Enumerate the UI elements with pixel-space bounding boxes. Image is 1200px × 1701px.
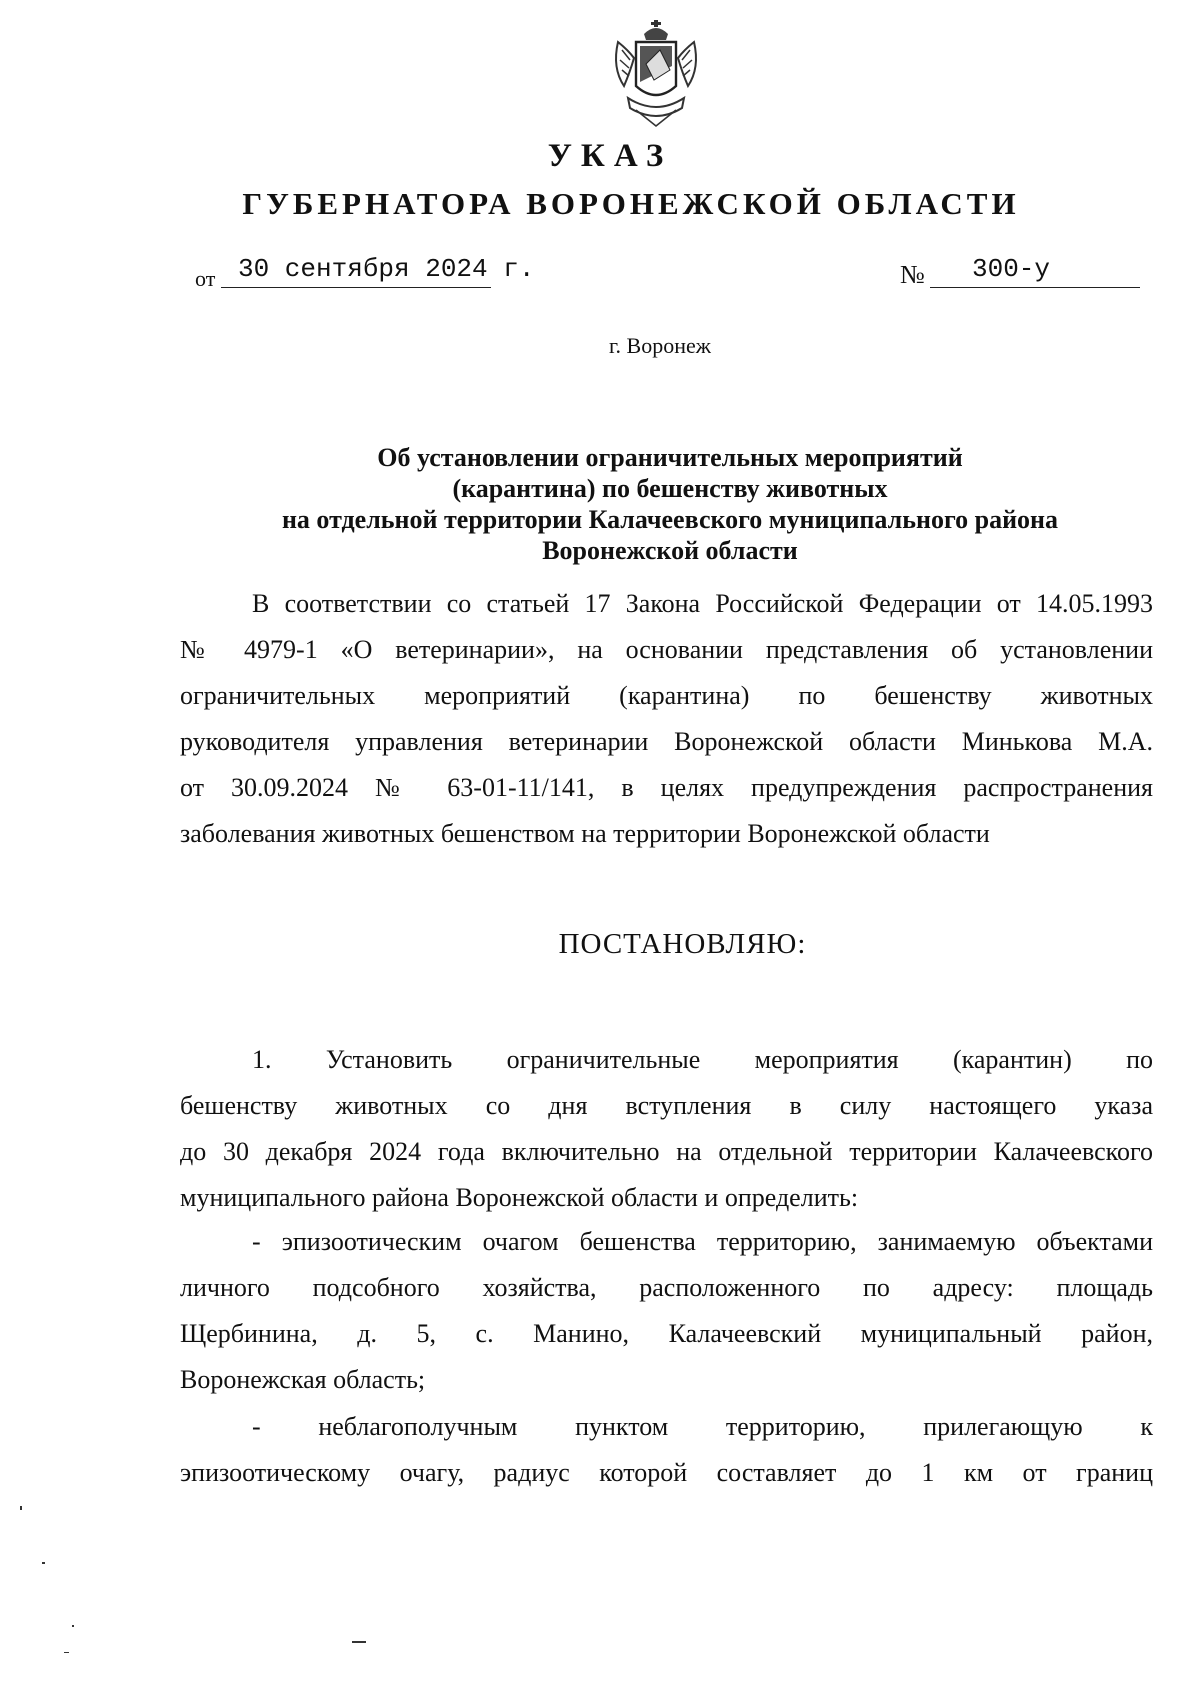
document-title: УКАЗ [547, 138, 673, 174]
item-1-paragraph [180, 1219, 1153, 1403]
item-line: эпизоотическому очагу, радиус которой составляет до 1 км от границ [180, 1458, 1153, 1487]
subject-line: на отдельной территории Калачеевского муниципального района [281, 505, 1059, 534]
decree-word: ПОСТАНОВЛЯЮ: [558, 928, 807, 960]
scan-speck [42, 1562, 45, 1564]
scan-speck [352, 1641, 366, 1643]
subject-heading [180, 442, 1160, 566]
number-value: 300-у [972, 254, 1051, 284]
subject-line: Воронежской области [542, 536, 798, 565]
item-line: личного подсобного хозяйства, расположенного по адресу: площадь [180, 1273, 1153, 1302]
scan-speck [20, 1506, 22, 1510]
item-line: Воронежская область; [180, 1365, 426, 1394]
clause-line: до 30 декабря 2024 года включительно на отдельной территории Калачеевского [180, 1137, 1153, 1166]
coat-of-arms-icon [610, 20, 702, 128]
date-underline [221, 287, 491, 288]
number-label: № [900, 260, 925, 289]
preamble-line: от 30.09.2024 № 63-01-11/141, в целях предупреждения распространения [180, 773, 1153, 802]
preamble-paragraph [180, 581, 1153, 857]
preamble-line: № 4979-1 «О ветеринарии», на основании представления об установлении [180, 635, 1153, 664]
scan-speck [64, 1652, 69, 1653]
clause-1-paragraph [180, 1037, 1153, 1221]
preamble-line: руководителя управления ветеринарии Воронежской области Минькова М.А. [180, 727, 1153, 756]
item-2-paragraph [180, 1404, 1153, 1496]
city: г. Воронеж [609, 333, 711, 358]
preamble-line: заболевания животных бешенством на территории Воронежской области [180, 819, 990, 848]
clause-line: муниципального района Воронежской области и определить: [180, 1183, 859, 1212]
item-line: - эпизоотическим очагом бешенства территорию, занимаемую объектами [252, 1227, 1153, 1256]
preamble-line: ограничительных мероприятий (карантина) по бешенству животных [180, 681, 1153, 710]
item-line: - неблагополучным пунктом территорию, прилегающую к [252, 1412, 1153, 1441]
subject-line: (карантина) по бешенству животных [452, 474, 888, 503]
clause-line: бешенству животных со дня вступления в силу настоящего указа [180, 1091, 1153, 1120]
item-line: Щербинина, д. 5, с. Манино, Калачеевский муниципальный район, [180, 1319, 1153, 1348]
date-value: 30 сентября 2024 г. [238, 254, 535, 284]
scan-speck [72, 1625, 74, 1627]
clause-line: 1. Установить ограничительные мероприятия (карантин) по [252, 1045, 1153, 1074]
subject-line: Об установлении ограничительных мероприятий [377, 443, 963, 472]
date-label: от [195, 266, 216, 291]
preamble-line: В соответствии со статьей 17 Закона Российской Федерации от 14.05.1993 [252, 589, 1153, 618]
document-subtitle: ГУБЕРНАТОРА ВОРОНЕЖСКОЙ ОБЛАСТИ [242, 186, 1020, 221]
number-underline [930, 287, 1140, 288]
